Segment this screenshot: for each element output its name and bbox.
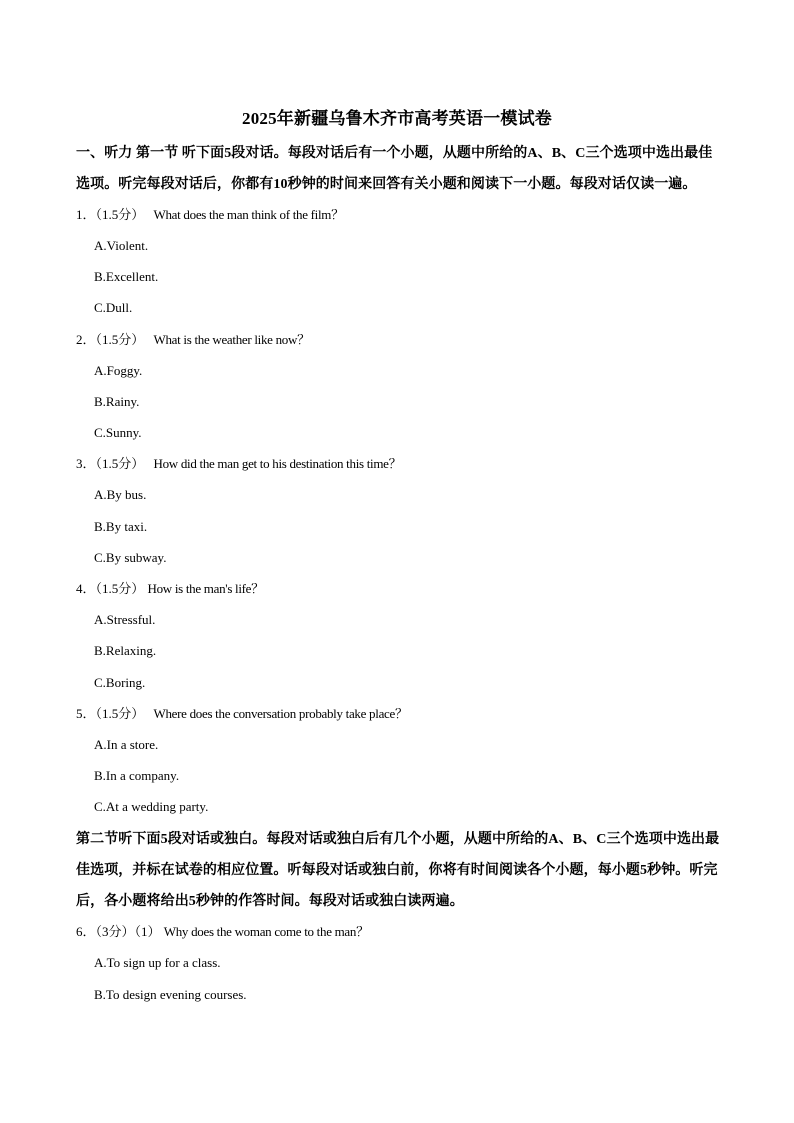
question-2 xyxy=(76,332,310,348)
question-4-option-c: C.Boring. xyxy=(94,675,146,690)
question-5-prefix: 5．（1.5分） xyxy=(76,706,145,721)
question-1-prefix: 1．（1.5分） xyxy=(76,207,145,222)
question-1-option-a: A.Violent. xyxy=(94,238,149,253)
question-4-prefix: 4．（1.5分） xyxy=(76,581,145,596)
question-3 xyxy=(76,456,401,472)
question-2-option-b: B.Rainy. xyxy=(94,394,140,409)
question-5-option-c: C.At a wedding party. xyxy=(94,799,209,814)
question-5 xyxy=(76,706,408,722)
question-2-text: What is the weather like now？ xyxy=(153,332,310,347)
question-2-prefix: 2．（1.5分） xyxy=(76,332,145,347)
question-6-option-a: A.To sign up for a class. xyxy=(94,955,221,970)
question-3-prefix: 3．（1.5分） xyxy=(76,456,145,471)
question-1-option-c: C.Dull. xyxy=(94,300,133,315)
question-3-option-a: A.By bus. xyxy=(94,487,147,502)
question-6 xyxy=(76,924,369,940)
question-5-option-b: B.In a company. xyxy=(94,768,180,783)
question-2-option-a: A.Foggy. xyxy=(94,363,143,378)
question-3-option-c: C.By subway. xyxy=(94,550,167,565)
question-5-option-a: A.In a store. xyxy=(94,737,159,752)
question-6-text: Why does the woman come to the man？ xyxy=(163,924,369,939)
page-title: 2025年新疆乌鲁木齐市高考英语一模试卷 xyxy=(242,109,552,128)
question-4-option-a: A.Stressful. xyxy=(94,612,156,627)
section1-intro: 一、听力 第一节 听下面5段对话。每段对话后有一个小题，从题中所给的A、B、C三个选项中选出最佳选项。听完每段对话后，你都有10秒钟的时间来回答有关小题和阅读下一小题。每段对话仅读一遍。 xyxy=(76,146,713,192)
question-4 xyxy=(76,581,264,597)
question-2-option-c: C.Sunny. xyxy=(94,425,142,440)
question-3-option-b: B.By taxi. xyxy=(94,519,148,534)
question-3-text: How did the man get to his destination this time？ xyxy=(153,456,402,471)
question-4-text: How is the man's life？ xyxy=(147,581,264,596)
question-6-option-b: B.To design evening courses. xyxy=(94,987,247,1002)
question-5-text: Where does the conversation probably take place？ xyxy=(153,706,408,721)
question-1 xyxy=(76,207,344,223)
question-1-option-b: B.Excellent. xyxy=(94,269,159,284)
question-6-prefix: 6．（3分）（1） xyxy=(76,924,161,939)
question-4-option-b: B.Relaxing. xyxy=(94,643,157,658)
section2-intro: 第二节听下面5段对话或独白。每段对话或独白后有几个小题，从题中所给的A、B、C三个选项中选出最佳选项，并标在试卷的相应位置。听每段对话或独白前，你将有时间阅读各个小题，每小题5秒钟。听完后，各小题将给出5秒钟的作答时间。每段对话或独白读两遍。 xyxy=(76,832,720,909)
question-1-text: What does the man think of the film？ xyxy=(153,207,344,222)
